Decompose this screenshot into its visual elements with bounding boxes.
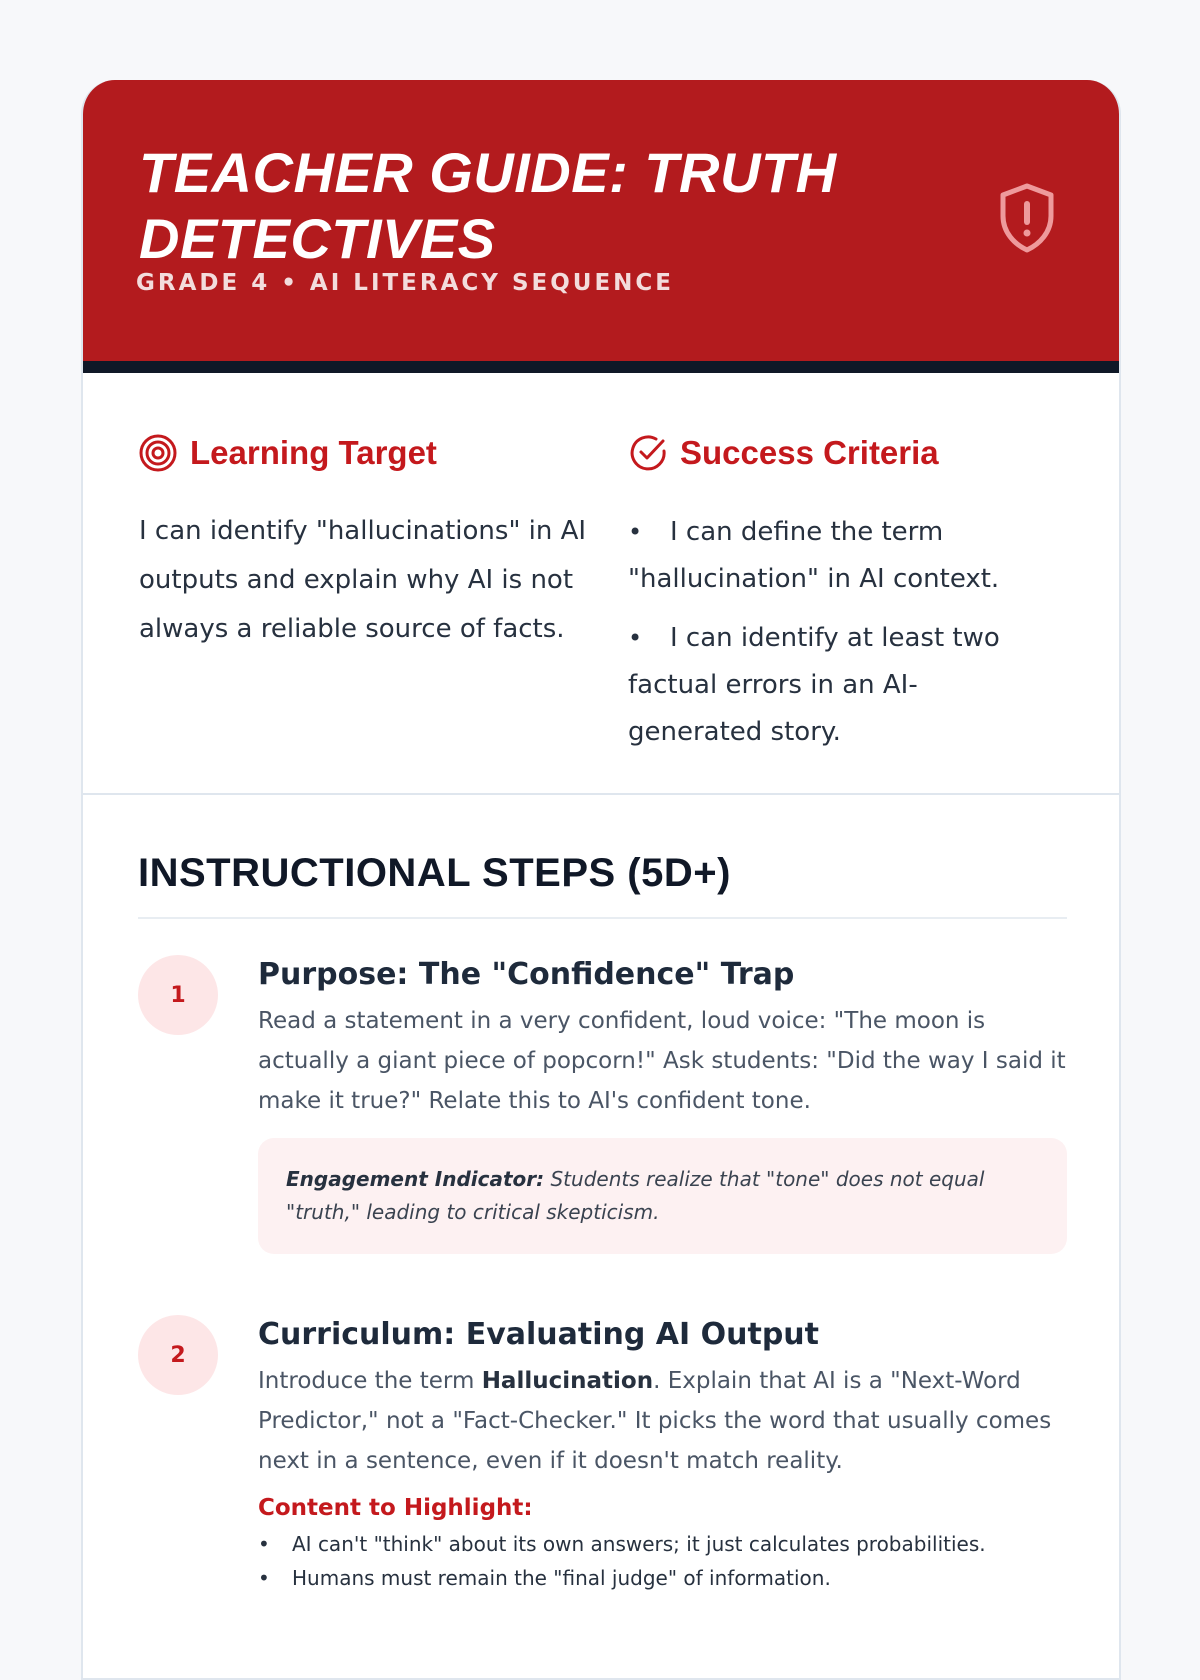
page-title: TEACHER GUIDE: TRUTH DETECTIVES [139,141,837,270]
engagement-indicator [258,1138,1067,1254]
learning-target-text: I can identify "hallucinations" in AI outputs and explain why AI is not always a reliable source of facts. [139,516,587,644]
success-criteria-list [628,509,1028,768]
highlight-list [258,1527,1067,1595]
target-icon [138,433,178,473]
step-description: Read a statement in a very confident, loud voice: "The moon is actually a giant piece of popcorn!" Ask students: "Did the way I said it make it true?" Relate this to AI's confident tone. [258,1008,1066,1114]
divider [138,917,1067,919]
list-item: • I can define the term "hallucination" in AI context. [628,517,1000,594]
indicator-text: Students realize that "tone" does not equal "truth," leading to critical skepticism. [286,1167,985,1224]
section-title: INSTRUCTIONAL STEPS (5D+) [138,851,731,895]
success-criteria-heading [628,433,939,473]
list-item: • AI can't "think" about its own answers; it just calculates probabilities. [258,1532,986,1556]
header-divider [83,361,1119,373]
teacher-guide-card [81,80,1121,1680]
list-item: • Humans must remain the "final judge" of information. [258,1566,831,1590]
objectives-section [83,373,1119,795]
step-number: 1 [138,955,218,1035]
step-number: 2 [138,1315,218,1395]
step-title: Purpose: The "Confidence" Trap [258,957,795,992]
success-criteria-label: Success Criteria [680,434,939,471]
guide-header [83,80,1119,361]
list-item: • I can identify at least two factual errors in an AI-generated story. [628,623,1000,747]
page-subtitle: GRADE 4 • AI LITERACY SEQUENCE [136,270,675,296]
term-hallucination: Hallucination [481,1368,654,1394]
learning-target-heading [138,433,437,473]
step-title: Curriculum: Evaluating AI Output [258,1317,820,1352]
shield-alert-icon [997,182,1057,254]
step-description: Introduce the term Hallucination. Explain that AI is a "Next-Word Predictor," not a "Fact-Checker." It picks the word that usually comes next in a sentence, even if it doesn't match reality. [258,1368,1052,1474]
step-body [258,955,1067,1254]
check-circle-icon [628,433,668,473]
step-body [258,1315,1067,1595]
highlight-heading: Content to Highlight: [258,1495,533,1521]
learning-target-label: Learning Target [190,434,437,471]
indicator-label: Engagement Indicator: [286,1167,545,1191]
